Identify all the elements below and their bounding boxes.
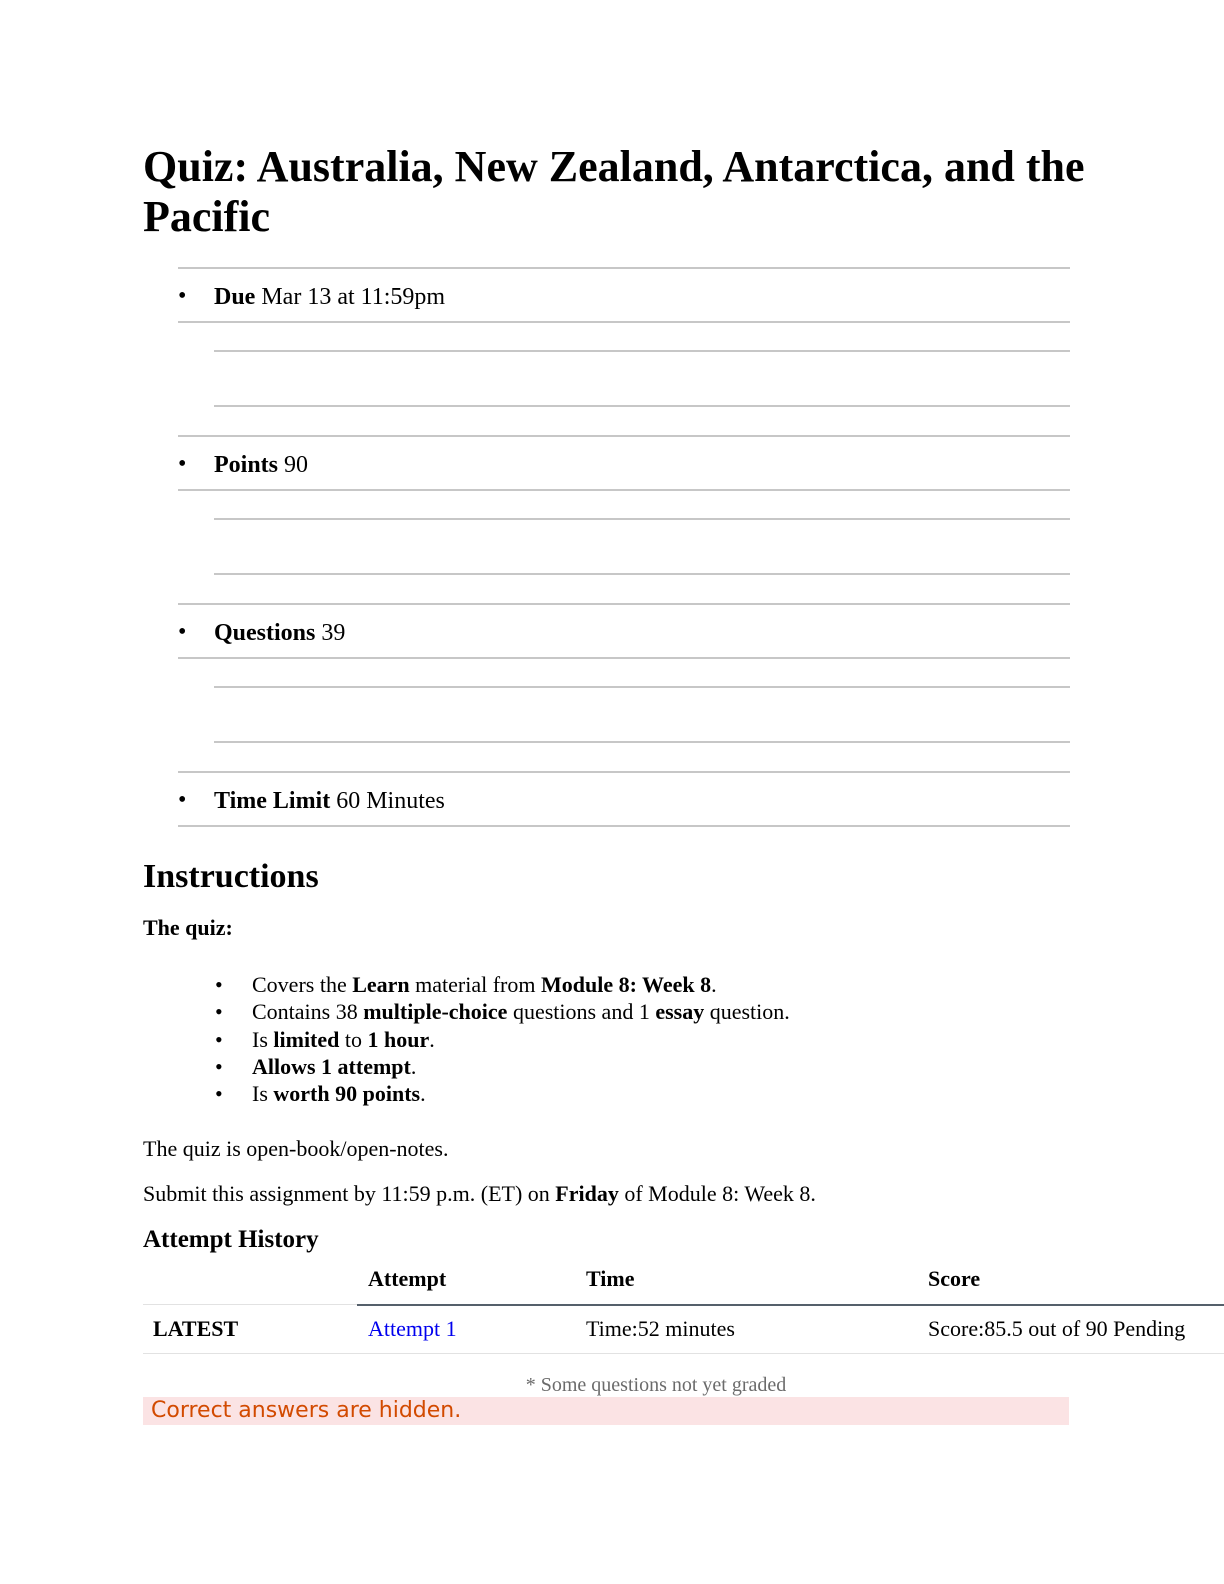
detail-value: 60 Minutes [336, 788, 445, 814]
page-title: Quiz: Australia, New Zealand, Antarctica, and the Pacific [143, 142, 1085, 241]
row-divider [143, 1304, 357, 1305]
answers-hidden-banner [143, 1397, 1069, 1425]
open-book-note: The quiz is open-book/open-notes. [143, 1136, 449, 1161]
column-header-time: Time [586, 1266, 635, 1291]
bullet-icon: • [178, 787, 187, 813]
detail-label: Points [214, 452, 279, 478]
divider [214, 350, 1070, 352]
grading-note: * Some questions not yet graded [525, 1374, 787, 1396]
detail-value: Mar 13 at 11:59pm [261, 284, 446, 310]
divider [214, 686, 1070, 688]
detail-value: 39 [321, 620, 346, 646]
quiz-details-list [178, 267, 1070, 827]
row-divider [143, 1353, 1224, 1354]
instructions-intro: The quiz: [143, 915, 233, 940]
instructions-heading: Instructions [143, 858, 319, 895]
list-item: • Allows 1 attempt. [215, 1053, 790, 1080]
list-item: • Is limited to 1 hour. [215, 1026, 790, 1053]
detail-spacer [178, 491, 1070, 603]
attempt-time: Time:52 minutes [586, 1316, 735, 1341]
column-header-score: Score [928, 1266, 981, 1291]
attempt-history-heading: Attempt History [143, 1226, 319, 1253]
divider [214, 405, 1070, 407]
column-header-attempt: Attempt [368, 1266, 447, 1291]
attempt-status-badge: LATEST [153, 1316, 239, 1341]
detail-questions [178, 603, 1070, 659]
detail-label: Due [214, 284, 256, 310]
attempt-1-link[interactable]: Attempt 1 [368, 1316, 457, 1341]
detail-time-limit [178, 771, 1070, 827]
divider [214, 741, 1070, 743]
detail-label: Time Limit [214, 788, 331, 814]
detail-due [178, 267, 1070, 323]
bullet-icon: • [178, 283, 187, 309]
list-item: • Contains 38 multiple-choice questions and 1 essay question. [215, 998, 790, 1025]
list-item: • Covers the Learn material from Module 8: Week 8. [215, 971, 790, 998]
answers-hidden-text: Correct answers are hidden. [151, 1398, 462, 1423]
bullet-icon: • [178, 451, 187, 477]
detail-points [178, 435, 1070, 491]
instructions-list [215, 971, 790, 1107]
divider [214, 518, 1070, 520]
header-divider [357, 1304, 1224, 1306]
detail-spacer [178, 323, 1070, 435]
attempt-history-table [143, 1262, 1224, 1356]
submit-note: Submit this assignment by 11:59 p.m. (ET) on Friday of Module 8: Week 8. [143, 1181, 816, 1206]
detail-value: 90 [284, 452, 309, 478]
list-item: • Is worth 90 points. [215, 1080, 790, 1107]
attempt-score: Score:85.5 out of 90 Pending [928, 1316, 1186, 1341]
divider [214, 573, 1070, 575]
bullet-icon: • [178, 619, 187, 645]
detail-spacer [178, 659, 1070, 771]
detail-label: Questions [214, 620, 316, 646]
